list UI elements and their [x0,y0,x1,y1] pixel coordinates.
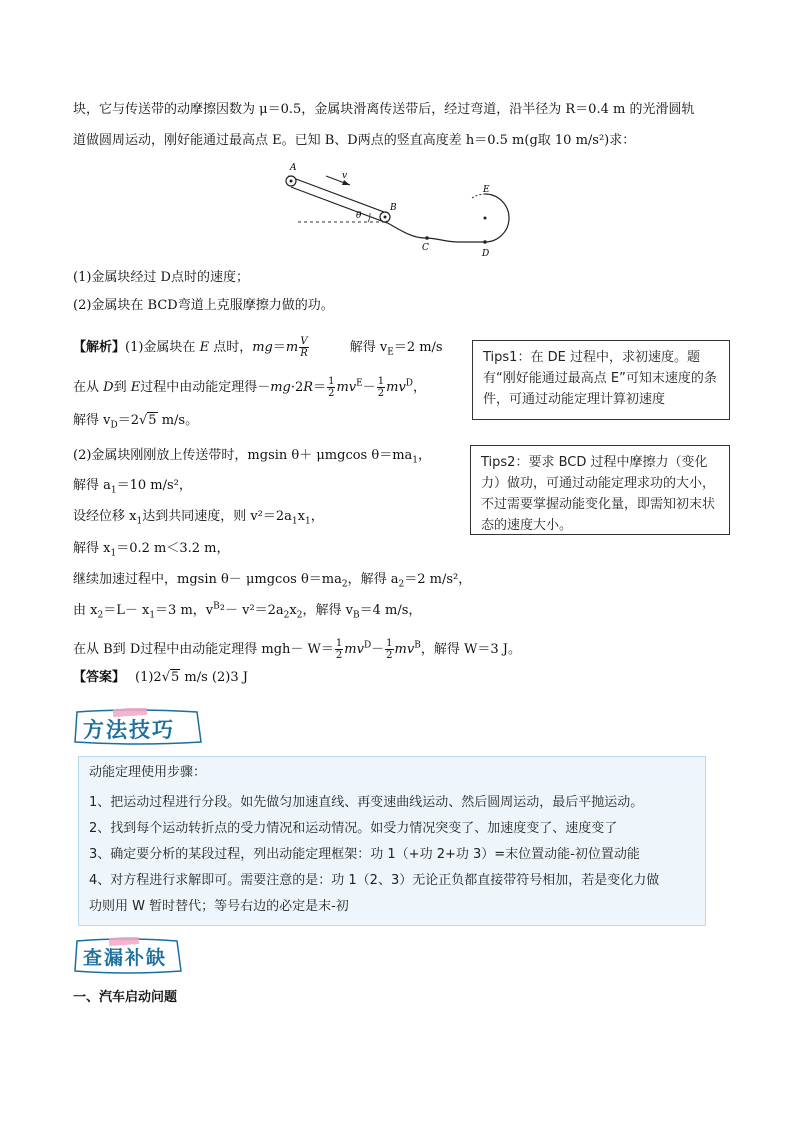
s3-pre: 解得 v [73,413,111,428]
frac-num: 1 [386,638,393,649]
answer-a: (1)2 [135,670,162,685]
s9-sup: B [213,601,220,612]
answer-b: m/s (2)3 J [180,670,248,685]
method-step-3: 3、确定要分析的某段过程，列出动能定理框架：功 1（+功 2+功 3）=末位置动能-初位置动能 [89,847,640,862]
s1-val: ＝2 m/s [393,340,443,355]
s8-sub2: 2 [398,579,405,590]
s6-sub: 1 [136,516,143,527]
s1-c: 点时， [209,340,253,355]
solution-line-9 [73,601,421,621]
tip-box-1: Tips1：在 DE 过程中，求初速度。题有“刚好能通过最高点 E”可知末速度的条件，可通过动能定理计算初速度 [472,340,730,420]
label-E: E [483,185,490,195]
s6-sub2: 1 [291,516,298,527]
s9-g: ＝4 m/s， [359,603,422,618]
s3-sub: D [110,420,118,431]
review-banner-title: 查漏补缺 [83,947,168,969]
s2-E: E [130,380,141,395]
s9-c: ＝3 m，v [155,603,214,618]
s10-mv1: mv [344,642,364,657]
frac-den: 2 [335,650,343,661]
s7-a: 解得 x [73,541,111,556]
s2-minus: － [362,380,376,395]
s8-a: 继续加速过程中，mgsin θ－ μmgcos θ＝ma [73,572,342,587]
label-theta: θ [356,211,362,221]
s7-b: ＝0.2 m＜3.2 m， [116,541,230,556]
s9-a: 由 x [73,603,98,618]
s9-f: ，解得 v [302,603,353,618]
solution-line-5 [73,476,192,496]
s2-rest: 过程中由动能定理得－ [140,380,271,395]
problem-line-2: 道做圆周运动，刚好能通过最高点 E。已知 B、D两点的竖直高度差 h＝0.5 m(g取 10 m/s²)求： [73,133,636,148]
method-title: 动能定理使用步骤： [89,765,207,780]
s1-num: V [300,336,308,347]
label-C: C [422,243,429,253]
s4: (2)金属块刚刚放上传送带时，mgsin θ＋ μmgcos θ＝ma [73,448,413,463]
s6-c: x [297,509,305,524]
s1-f: m [285,340,299,355]
s9-sub3: 2 [283,610,290,621]
s3-eq: ＝2 [117,413,139,428]
s3-root: 5 [148,413,157,428]
solution-line-1 [73,336,443,359]
s2-mid: 到 [113,380,131,395]
answer-line: 【答案】 (1)2√5 m/s (2)3 J [73,670,248,685]
s2-R: R [303,380,314,395]
solution-line-8 [73,570,471,590]
method-step-4b: 功则用 W 暂时替代；等号右边的必定是末-初 [89,899,349,914]
s2-pre: 在从 [73,380,104,395]
answer-root: 5 [171,670,180,685]
section-heading: 一、汽车启动问题 [73,990,178,1005]
s2-D: D [103,380,114,395]
s5: 解得 a [73,478,111,493]
s6-a: 设经位移 x [73,509,137,524]
s2-fraction-1 [327,376,335,399]
frac-num: 1 [335,638,343,649]
s1-a: (1)金属块在 [125,340,200,355]
method-step-4a: 4、对方程进行求解即可。需要注意的是：功 1（2、3）无论正负都直接带符号相加，若是变化力做 [89,873,660,888]
s9-sub2: 1 [149,610,156,621]
s7-sub: 1 [110,548,117,559]
conveyor-figure [280,160,530,260]
review-banner [73,937,185,977]
frac-den: 2 [386,650,393,661]
s2-mv2: mv [386,380,406,395]
s2-fraction-2 [377,376,385,399]
s1-d: mg [252,340,273,355]
frac-den: 2 [377,388,385,399]
s4-sub: 1 [412,455,419,466]
label-v: v [342,171,348,181]
solution-line-3: 解得 $v_D=2√5$ m/s。 [73,413,199,431]
s9-sub4: 2 [296,610,303,621]
frac-num: 1 [328,376,335,387]
s6-sub3: 1 [305,516,311,527]
s2-mv1: mv [336,380,357,395]
answer-tag: 【答案】 [73,670,126,685]
analysis-tag: 【解析】 [73,340,126,355]
question-1: (1)金属块经过 D点时的速度； [73,270,249,285]
s9-sub: 2 [97,610,104,621]
solution-line-2: 在从 D到 E过程中由动能定理得－mg·2R＝ $\frac{1}{2}$ $mv^E-$ $\frac{1}{2}$ $mv^D$， [73,376,427,399]
frac-num: 1 [377,376,385,387]
s4-end: ， [418,448,432,463]
s8-c: ＝2 m/s²， [404,572,472,587]
label-B: B [390,203,397,213]
s1-b: E [199,340,210,355]
method-box [78,756,706,926]
s5-end: ＝10 m/s²， [116,478,192,493]
s10-mv2: mv [394,642,415,657]
s10-fraction-1 [335,638,343,661]
s8-b: ，解得 a [347,572,399,587]
label-D: D [482,249,490,259]
method-step-2: 2、找到每个运动转折点的受力情况和运动情况。如受力情况突变了、加速度变了、速度变了 [89,821,618,836]
s5-sub: 1 [110,485,117,496]
solution-line-6 [73,507,324,527]
tip-box-2: Tips2：要求 BCD 过程中摩擦力（变化力）做功，可通过动能定理求功的大小，不过需要掌握动能变化量，即需知初末状态的速度大小。 [470,445,730,535]
solution-line-10: 在从 B到 D过程中由动能定理得 mgh－ W＝ $\frac{1}{2}$ $mv^D-$ $\frac{1}{2}$ $mv^B$，解得 W＝3 J。 [73,638,521,661]
s6-d: ， [310,509,324,524]
label-A: A [290,163,297,173]
problem-line-1: 块，它与传送带的动摩擦因数为 μ＝0.5，金属块滑离传送带后，经过弯道，沿半径为 R＝0.4 m 的光滑圆轨 [73,102,695,117]
s1-e: ＝ [272,340,286,355]
s10-minus: － [371,642,385,657]
s2-term: mg [270,380,291,395]
s10-fraction-2 [385,638,393,661]
question-2: (2)金属块在 BCD弯道上克服摩擦力做的功。 [73,298,334,313]
s1-fraction [299,336,309,359]
s9-b: ＝L－ x [103,603,150,618]
s9-d: ²－ v²＝2a [219,603,284,618]
s2-end: ， [413,380,427,395]
s1-sub: E [387,347,394,358]
s6-b: 达到共同速度，则 v²＝2a [142,509,292,524]
solution-line-4 [73,446,431,466]
s3-unit: m/s。 [157,413,199,428]
s2-dot: ·2 [290,380,304,395]
frac-den: 2 [328,388,335,399]
method-banner-title: 方法技巧 [83,717,175,742]
method-banner [73,708,205,748]
s8-sub: 2 [341,579,348,590]
s1-solve: 解得 v [349,340,388,355]
s2-eq: ＝ [313,380,327,395]
s10-a: 在从 B到 D过程中由动能定理得 mgh－ W＝ [73,642,334,657]
s9-e: x [289,603,297,618]
method-step-1: 1、把运动过程进行分段。如先做匀加速直线、再变速曲线运动、然后圆周运动，最后平抛运动。 [89,795,644,810]
s1-den: R [300,348,308,359]
s9-sub5: B [352,610,360,621]
s10-b: ，解得 W＝3 J。 [420,642,521,657]
solution-line-7 [73,539,229,559]
